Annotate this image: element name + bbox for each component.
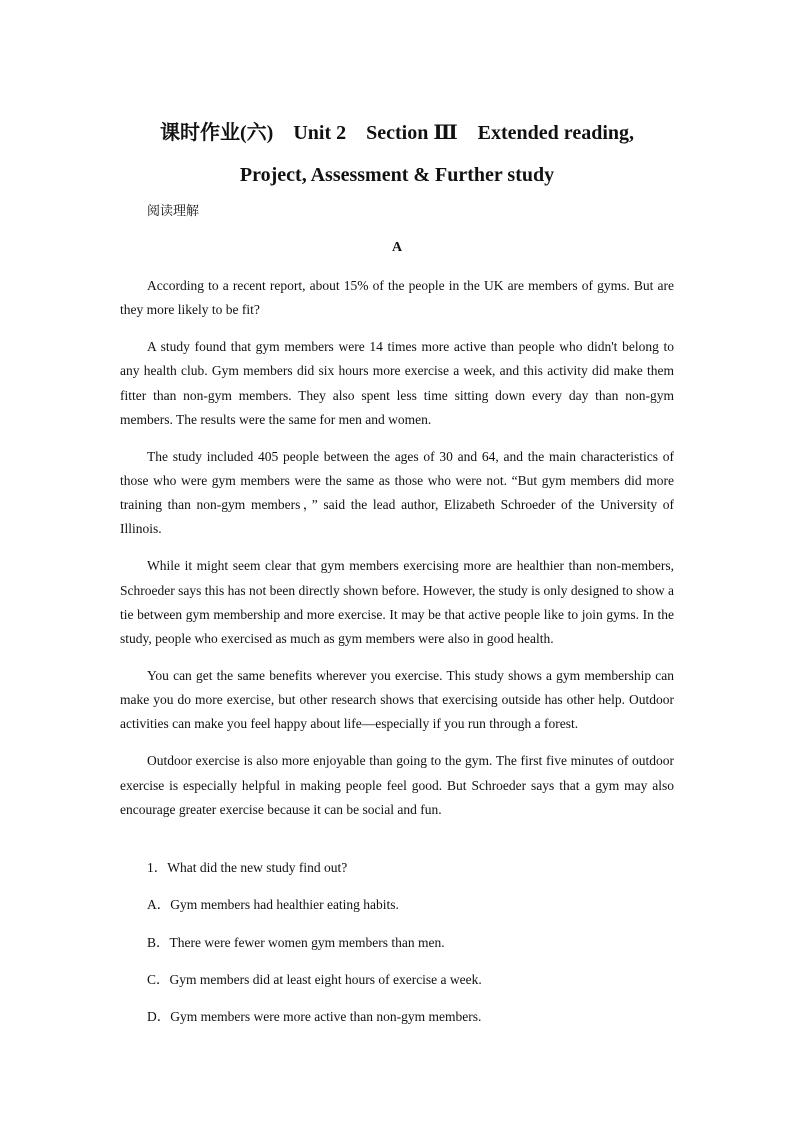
passage-paragraph: While it might seem clear that gym members exercising more are healthier than non-members, Schroeder says this has not been directly shown before. However, the study is only designed to show a tie between gym membership and more exercise. It may be that active people like to join gyms. In the study, people who exercised as much as gym members were also in good health. xyxy=(120,558,674,647)
passage-paragraph: You can get the same benefits wherever you exercise. This study shows a gym membership can make you do more exercise, but other research shows that exercising outside has other help. Outdoor activities can make you feel happy about life—especially if you run through a forest. xyxy=(120,668,674,732)
passage-label: A xyxy=(391,240,403,255)
section-label: 阅读理解 xyxy=(147,204,200,219)
answer-option-c: C．Gym members did at least eight hours of exercise a week. xyxy=(147,971,482,987)
passage-body xyxy=(120,274,674,835)
answer-option-b: B．There were fewer women gym members than men. xyxy=(147,934,445,950)
question-stem: 1．What did the new study find out? xyxy=(147,860,348,875)
page-title-line-1: 课时作业(六) Unit 2 Section Ⅲ Extended reading, xyxy=(160,122,634,144)
page-title-line-2: Project, Assessment & Further study xyxy=(239,164,555,186)
passage-paragraph: A study found that gym members were 14 times more active than people who didn't belong to any health club. Gym members did six hours more exercise a week, and this activity did make them fitter than non-gym members. They also spent less time sitting down every day than non-gym members. The results were the same for men and women. xyxy=(120,339,674,427)
answer-option-d: D．Gym members were more active than non-gym members. xyxy=(147,1009,482,1025)
passage-paragraph: Outdoor exercise is also more enjoyable than going to the gym. The first five minutes of outdoor exercise is especially helpful in making people feel good. But Schroeder says that a gym may also encourage greater exercise because it can be social and fun. xyxy=(120,753,674,817)
passage-paragraph: According to a recent report, about 15% of the people in the UK are members of gyms. But are they more likely to be fit? xyxy=(120,278,674,318)
answer-option-a: A．Gym members had healthier eating habits. xyxy=(147,897,399,913)
question-block xyxy=(147,856,674,1042)
passage-paragraph: The study included 405 people between the ages of 30 and 64, and the main characteristics of those who were gym members were the same as those who were not. “But gym members did more training than non-gym members，” said the lead author, Elizabeth Schroeder of the University of Illinois. xyxy=(120,448,674,537)
